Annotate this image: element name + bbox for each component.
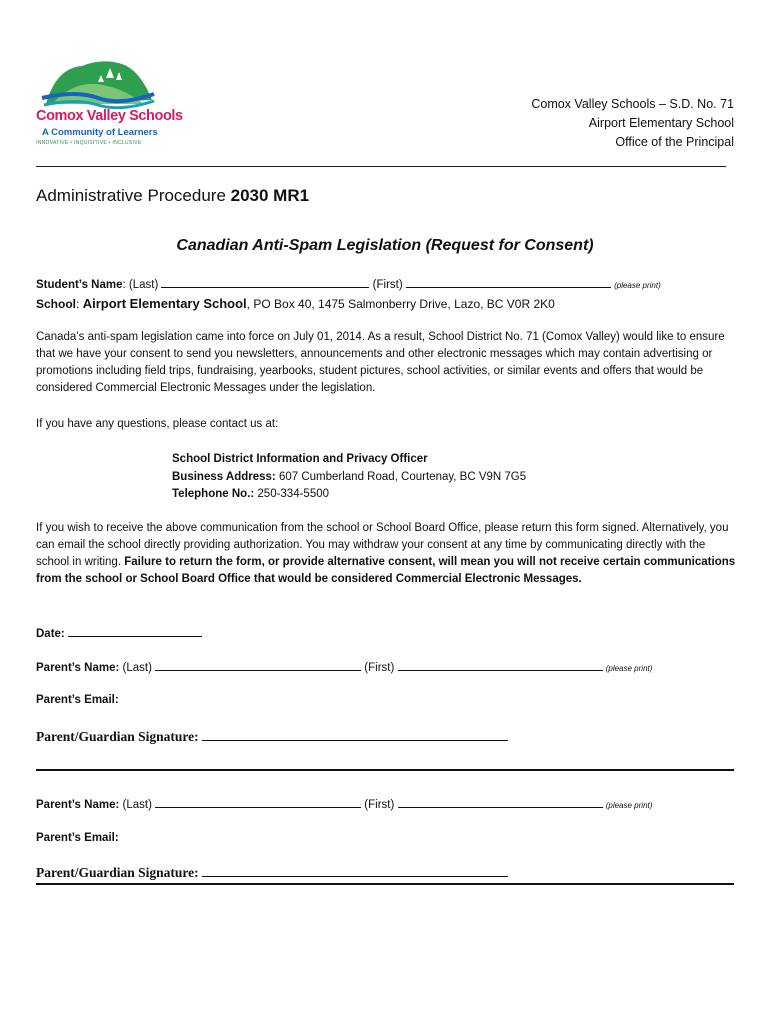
header-divider [36, 166, 726, 167]
consent-warning: Failure to return the form, or provide alternative consent, will mean you will not receive certain communications from the school or School Board Office that would be considered Commercial Electronic Messages. [36, 556, 736, 585]
school-row: School: Airport Elementary School, PO Box 40, 1475 Salmonberry Drive, Lazo, BC V0R 2K0 [36, 296, 555, 311]
contact-block: School District Information and Privacy Officer Business Address: 607 Cumberland Road, Courtenay, BC V9N 7G5 Telephone No.: 250-334-5500 [172, 453, 527, 500]
print-note: (please print) [614, 281, 661, 290]
letterhead [531, 95, 734, 152]
student-last-name-field[interactable] [161, 277, 369, 288]
parent-email-row: Parent’s Email: [36, 694, 119, 706]
student-name-row: Student’s Name: (Last) (First) (please print) [36, 279, 661, 291]
parent-name-row: Parent’s Name: (Last) (First) (please print) [36, 662, 653, 674]
parent-email-row-2: Parent’s Email: [36, 832, 119, 844]
section-divider [36, 769, 734, 771]
bottom-divider [36, 883, 734, 885]
signature-field-2[interactable] [202, 866, 508, 877]
consent-paragraph: If you wish to receive the above communication from the school or School Board Office, please return this form signed. Alternatively, you can email the school directly providing authorization. You may withdraw your consent at any time by communicating directly with the school in writing. Failure to return the form, or provide alternative consent, will mean you will not receive certain communications from the school or School Board Office that would be considered Commercial Electronic Messages. [36, 522, 736, 585]
procedure-code: 2030 MR1 [230, 186, 310, 205]
signature-field[interactable] [202, 730, 508, 741]
form-subtitle: Canadian Anti-Spam Legislation (Request for Consent) [176, 237, 594, 254]
intro-paragraph: Canada’s anti-spam legislation came into force on July 01, 2014. As a result, School District No. 71 (Comox Valley) would like to ensure that we have your consent to send you newsletters, announcements and other electronic messages which may contain advertising or promotions including field trips, fundraising, yearbooks, student pictures, school activities, or similar events and offers that would be considered Commercial Electronic Messages under the legislation. [36, 331, 725, 394]
school-name: Airport Elementary School [588, 116, 734, 130]
business-address: 607 Cumberland Road, Courtenay, BC V9N 7G5 [275, 470, 527, 483]
school-address: , PO Box 40, 1475 Salmonberry Drive, Lazo, BC V0R 2K0 [246, 297, 555, 311]
date-row: Date: [36, 626, 202, 640]
privacy-officer: School District Information and Privacy Officer [172, 453, 428, 465]
parent-first-name-field[interactable] [398, 660, 603, 671]
logo-wordmark: Comox Valley Schools [36, 108, 183, 124]
questions-line: If you have any questions, please contact us at: [36, 418, 279, 430]
page-title: Administrative Procedure 2030 MR1 [36, 186, 310, 205]
parent2-first-name-field[interactable] [398, 797, 603, 808]
student-first-name-field[interactable] [406, 277, 611, 288]
district-logo [36, 54, 183, 146]
signature-row-2: Parent/Guardian Signature: [36, 865, 508, 881]
date-field[interactable] [68, 626, 202, 637]
parent-last-name-field[interactable] [155, 660, 361, 671]
parent-name-row-2: Parent’s Name: (Last) (First) (please print) [36, 799, 653, 811]
school-line-name: Airport Elementary School [82, 296, 247, 311]
district-name: Comox Valley Schools – S.D. No. 71 [531, 97, 734, 111]
office-name: Office of the Principal [615, 135, 734, 149]
parent2-last-name-field[interactable] [155, 797, 361, 808]
telephone-number: 250-334-5500 [254, 488, 330, 500]
signature-row: Parent/Guardian Signature: [36, 729, 508, 745]
logo-motto: INNOVATIVE • INQUISITIVE • INCLUSIVE [36, 140, 142, 146]
logo-tagline: A Community of Learners [42, 127, 158, 138]
mountain-logo-icon [36, 54, 160, 110]
